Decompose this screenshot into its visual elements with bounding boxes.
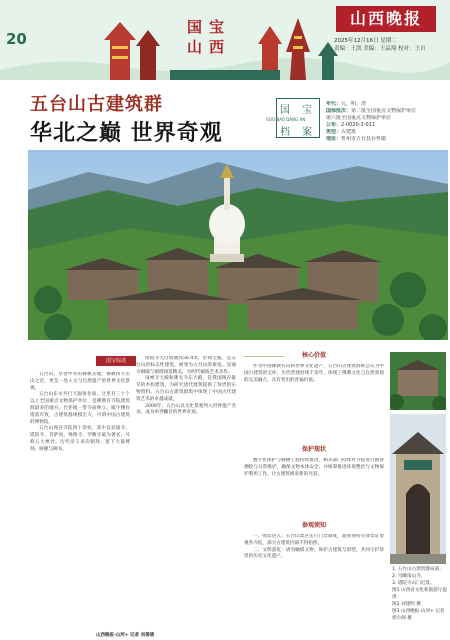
section-heading: 核心价值 xyxy=(301,352,326,359)
body-column-3b xyxy=(244,458,384,514)
info-key: 国保批次： xyxy=(326,108,352,114)
paragraph: 作为中国佛教名山和世界文化遗产，五台山古建筑群被公认为中国古建筑的宝库，历代营建持续千余年，体现了佛教文化与自然景观的完美融合，具有突出的普遍价值。 xyxy=(244,364,384,383)
info-row xyxy=(326,129,444,136)
heritage-info-box xyxy=(326,101,444,143)
caption: 图3 山西晚报·山河+ 记者 郭小阁 摄 xyxy=(392,609,445,621)
topic-char: 国 xyxy=(187,18,203,36)
paragraph: 五台山东水共行天辐射北面，这里有三十个以上全国重点文物保护单位，是佛教有寺院建筑群最多的地方。台怀镇一带寺庙林立，殿宇楼台错落有致，古建筑群规模宏大，可谓中国古建筑的博物馆。 xyxy=(30,392,130,425)
topic-char: 山 xyxy=(187,38,203,56)
paragraph: 南禅寺大殿和佛光寺东大殿，是我国现存最早的木构建筑，为研究唐代建筑提供了珍贵的实物资料。五台山古建筑群集中体现了中国古代建筑艺术的卓越成就。 xyxy=(136,376,236,402)
info-row xyxy=(326,108,444,115)
page-header xyxy=(0,0,450,80)
page-number: 20 xyxy=(6,30,27,48)
temple-aerial-image xyxy=(390,352,446,410)
info-row xyxy=(326,115,444,122)
article-kicker: 五台山古建筑群 xyxy=(30,94,163,115)
info-value: 元、明、清 xyxy=(341,101,367,107)
paragraph: 塔院寺大白塔通高56.4米，形如宝瓶，是五台山的标志性建筑，被誉为五台山的象征。显通寺铜殿与铜塔铸造精美，为明代铜铸艺术杰作。 xyxy=(136,356,236,375)
info-row xyxy=(326,136,444,143)
main-photo-temple-complex xyxy=(28,150,448,340)
paragraph: 数字化保护与修缮工程持续推进，相关部门持续对寺院进行勘察测绘与日常维护，确保文物本体安全，并统筹推进环境整治与文物保护利用工作，让古建筑焕发新的光彩。 xyxy=(244,458,384,477)
info-key: 公布： xyxy=(326,122,342,128)
section-heading: 保护现状 xyxy=(301,446,326,453)
seal-char: 案 xyxy=(302,127,312,138)
paragraph: 一、购票进入：五台山景区实行门票制度，游客须持有效票证参观各寺院，部分古建筑内部不得拍照。 xyxy=(244,534,384,546)
info-value: 2-0020-3-011 xyxy=(341,122,376,128)
photo-captions xyxy=(392,566,448,622)
caption: 图1 山西省文化和旅游厅提供 xyxy=(392,588,447,600)
masthead-logo: 山西晚报 xyxy=(336,6,436,32)
body-column-3c xyxy=(244,534,384,630)
temple-gate-image xyxy=(390,414,446,564)
body-column-2 xyxy=(136,356,236,628)
seal-char: 档 xyxy=(280,127,290,138)
thumbnail-photo-nanshan-temple xyxy=(390,352,446,410)
info-value: 古建筑 xyxy=(341,129,357,135)
section-tag: 国宝综述 xyxy=(96,356,136,366)
body-column-1 xyxy=(30,372,130,628)
info-value: 第二批全国重点文物保护单位 xyxy=(351,108,417,114)
info-key: 类型： xyxy=(326,129,342,135)
seal-char: 国 xyxy=(280,105,290,116)
section-heading: 参观须知 xyxy=(301,522,326,529)
paragraph: 五台山，享誉中外的佛教圣地，佛教四大名山之首，更是一处人文与自然遗产的世界文化景观。 xyxy=(30,372,130,391)
info-row xyxy=(326,122,444,129)
info-row xyxy=(326,101,444,108)
caption: 3. 塔院寺山门近景。 xyxy=(392,581,435,586)
paragraph: 2009年，五台山以文化景观列入世界遗产名录，成为举世瞩目的世界奇观。 xyxy=(136,403,236,416)
paragraph: 二、文明游览：请勿触摸文物，保护古建筑与彩塑，共同守护珍贵的历史文化遗产。 xyxy=(244,547,384,560)
paragraph: 五台山现存寺院四十余处，其中以显通寺、塔院寺、菩萨顶、殊像寺、罗睺寺最为著名，号称五大禅处。历代帝王多次朝拜，留下大量碑刻、匾额与御书。 xyxy=(30,426,130,452)
caption: 2. 乌瞰南山寺。 xyxy=(392,574,426,579)
info-value: 第六批全国重点文物保护单位 xyxy=(326,115,392,121)
body-column-3a xyxy=(244,364,384,432)
topic-char: 宝 xyxy=(209,18,225,36)
seal-char: 宝 xyxy=(302,105,312,116)
temple-landscape-image xyxy=(28,150,448,340)
caption: 1. 五台山古建筑群局部。 xyxy=(392,567,444,572)
caption: 图2 刘建明 摄 xyxy=(392,602,421,607)
topic-badge xyxy=(183,14,249,64)
info-value: 忻州市五台县台怀镇 xyxy=(341,136,387,142)
issue-date: 2025年12月16日 星期二 xyxy=(334,38,397,44)
topic-char: 西 xyxy=(209,38,225,56)
seal-pinyin: GUO BAO DANG AN xyxy=(266,117,306,122)
article-title: 华北之巅 世界奇观 xyxy=(30,121,223,146)
info-key: 年代： xyxy=(326,101,342,107)
info-key: 地址： xyxy=(326,136,342,142)
article-byline: 山西晚报·山河+ 记者 刘倩倩 xyxy=(96,633,155,638)
thumbnail-photo-gate xyxy=(390,414,446,564)
editors-line: 责编：王凯 美编：王晶翔 校对：王自 xyxy=(334,46,426,52)
